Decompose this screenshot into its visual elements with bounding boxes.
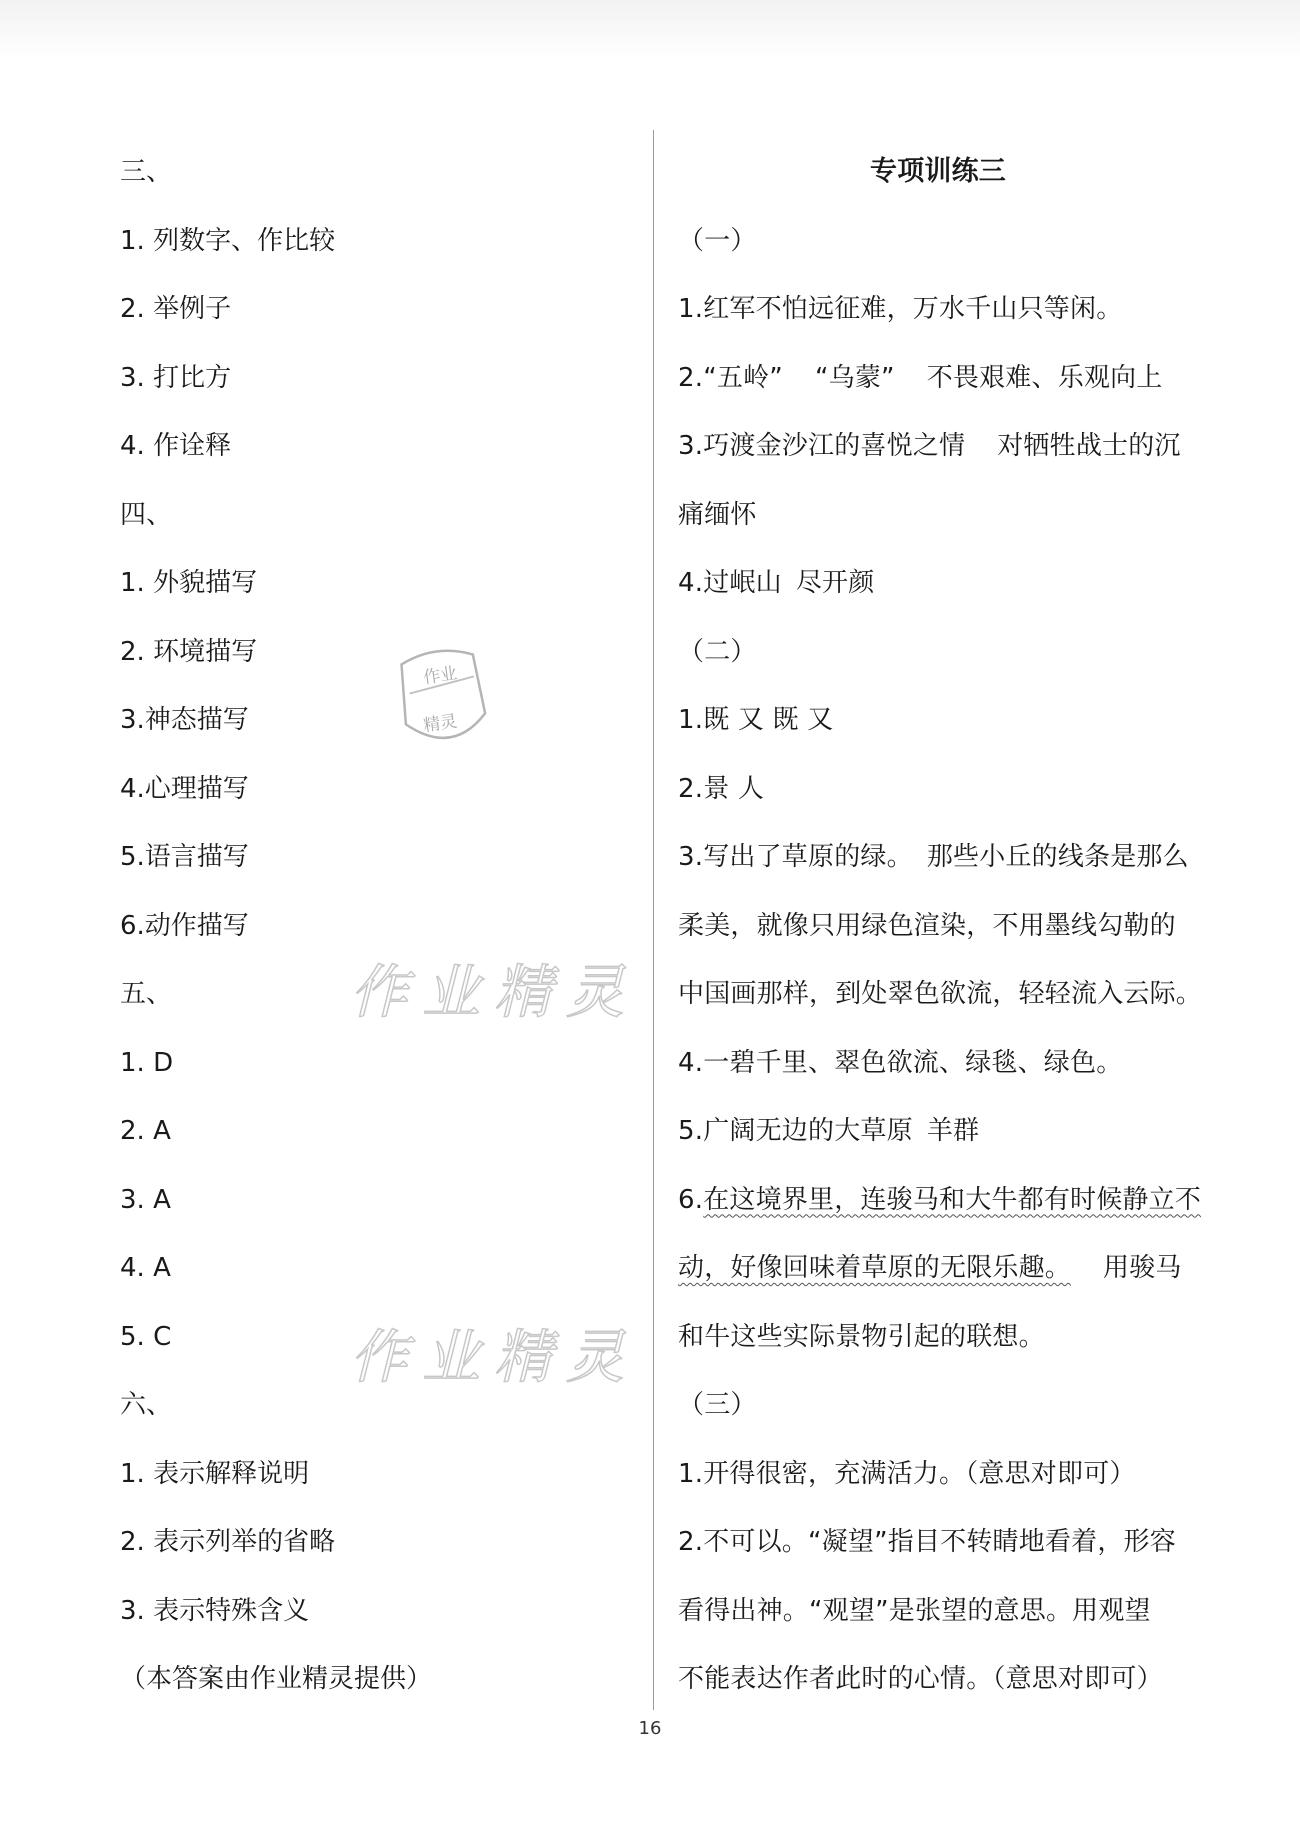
answer-line: 柔美，就像只用绿色渲染，不用墨线勾勒的 [678,910,1176,941]
answer-line: 1.既 又 既 又 [678,705,834,735]
answer-line: 看得出神。“观望”是张望的意思。用观望 [678,1595,1151,1626]
column-divider [653,130,654,1710]
answer-line: 2. 环境描写 [120,636,258,667]
answer-part: 3.巧渡金沙江的喜悦之情 [678,431,966,461]
answer-line: 1.红军不怕远征难，万水千山只等闲。 [678,294,1123,324]
answer-line [678,412,1198,481]
answer-line: 3. 打比方 [120,362,232,393]
watermark-text: 作业精灵 [350,958,639,1026]
answer-line [678,1166,1202,1235]
answer-line: 4. A [120,1253,171,1283]
answer-line: 2.不可以。“凝望”指目不转睛地看着，形容 [678,1527,1176,1557]
section-heading-1: （一） [678,225,757,256]
answer-line: 4.心理描写 [120,773,249,804]
answer-line: 痛缅怀 [678,499,757,530]
answer-line [678,1234,1198,1303]
section-heading-4: 四、 [120,499,173,530]
answer-part: 不畏艰难、乐观向上 [926,362,1163,393]
answer-line: 2. 表示列举的省略 [120,1527,336,1557]
answer-line: 1. 表示解释说明 [120,1458,310,1489]
section-heading-3: 三、 [120,157,173,187]
answer-line [678,549,1198,618]
answer-line [678,344,1198,413]
answer-number: 6. [678,1184,704,1215]
page-title: 专项训练三 [870,156,1006,187]
answer-line [678,1097,1198,1166]
answer-part: 对牺牲战士的沉 [997,431,1181,461]
answer-part: 4.过岷山 [678,568,782,598]
answer-line: 中国画那样，到处翠色欲流，轻轻流入云际。 [678,979,1203,1009]
stamp-text-bottom: 精灵 [422,711,459,737]
answer-line: 6.动作描写 [120,910,249,941]
right-column [678,138,1203,1714]
page-number: 16 [638,1718,662,1739]
wavy-underlined-text: 在这境界里，连骏马和大牛都有时候静立不 [703,1184,1202,1215]
answer-line: 3. 表示特殊含义 [120,1595,310,1626]
section-heading-2: （二） [678,636,757,667]
answer-line: 1. D [120,1047,174,1078]
answer-line: 2.景 人 [678,773,765,804]
answer-part: “乌蒙” [814,362,895,393]
answer-line: 4. 作诠释 [120,431,232,461]
answer-line: 3.神态描写 [120,705,249,735]
source-note: （本答案由作业精灵提供） [120,1664,433,1694]
answer-line: 1.开得很密，充满活力。（意思对即可） [678,1458,1136,1489]
answer-part: 2.“五岭” [678,362,783,393]
answer-part: 5.广阔无边的大草原 [678,1116,913,1146]
answer-part: 尽开颜 [795,568,875,598]
scan-edge-shadow [0,0,1300,60]
watermark-stamp-icon [395,645,491,757]
answer-line: 2. 举例子 [120,294,232,324]
answer-line: 4.一碧千里、翠色欲流、绿毯、绿色。 [678,1047,1123,1078]
section-heading-5: 五、 [120,979,173,1009]
answer-line: 1. 列数字、作比较 [120,225,336,256]
answer-line: 和牛这些实际景物引起的联想。 [678,1321,1045,1352]
answer-line: 5. C [120,1321,172,1352]
watermark-text: 作业精灵 [350,1323,639,1391]
section-heading-3: （三） [678,1390,757,1420]
answer-part: 那些小丘的线条是那么 [926,842,1189,872]
stamp-text-top: 作业 [422,663,459,689]
answer-line: 3. A [120,1184,171,1215]
answer-part: 3.写出了草原的绿。 [678,842,913,872]
section-heading-6: 六、 [120,1390,173,1420]
answer-part: 羊群 [926,1116,980,1146]
answer-line: 5.语言描写 [120,842,249,872]
answer-line: 不能表达作者此时的心情。（意思对即可） [678,1664,1163,1694]
answer-line: 1. 外貌描写 [120,568,258,598]
wavy-underlined-text: 动，好像回味着草原的无限乐趣。 [678,1253,1072,1283]
answer-line: 2. A [120,1116,171,1146]
left-column [120,138,620,1714]
answer-part: 用骏马 [1103,1253,1182,1283]
answer-line [678,823,1198,892]
